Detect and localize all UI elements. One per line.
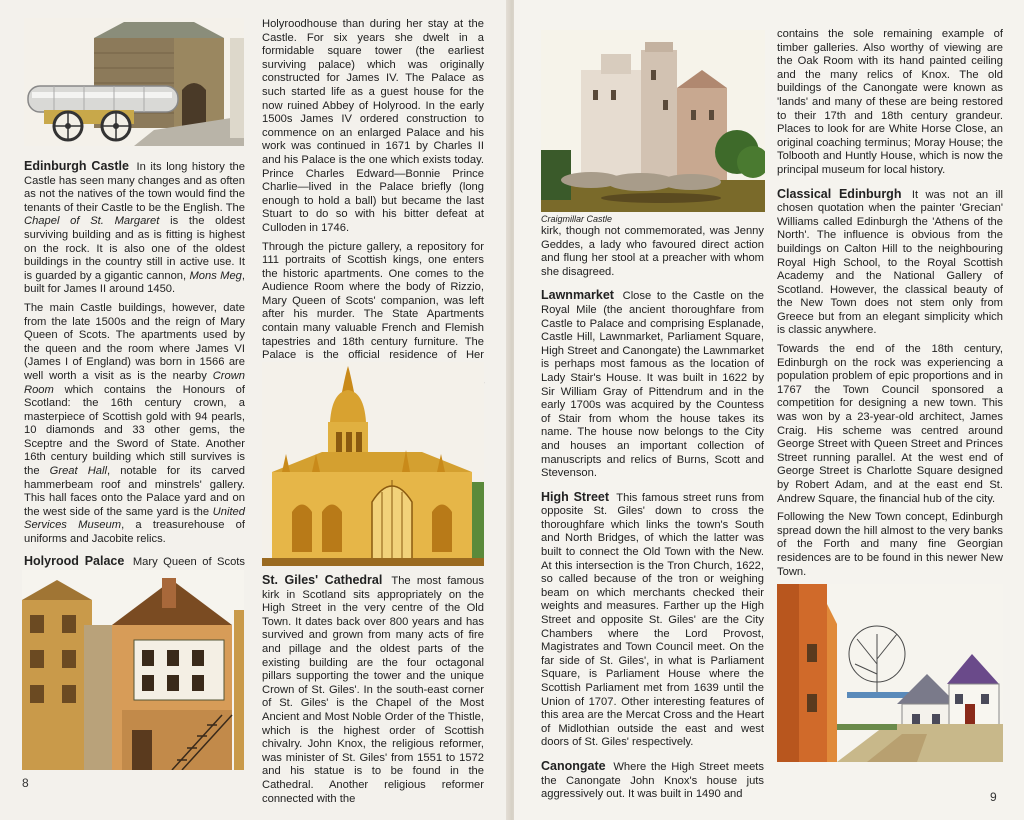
left-page bbox=[0, 0, 510, 820]
high-street-paragraph: High Street This famous street runs from opposite St. Giles' down to cross the thoroughfare which links the town's South and North Bridges, of which the latter was built to connect the Old Town with the New. At this intersection is the Tron Church, 1622, so called because of the tron or weighing beam on which merchants checked their weights and measures. Farther up the High Street and opposite St. Giles' are the City Chambers where the Lord Provost, Magistrates and Town Council meet. On the far side of St. Giles', in what is Parliament Square, is Parliament House where the Scottish Parliament met from 1639 until the Union of 1707. Other interesting features of this area are the Mercat Cross and the Heart of Midlothian outside the east and west doors of St. Giles' respectively. bbox=[541, 489, 764, 749]
georgian-paragraph: Following the New Town concept, Edinburgh spread down the hill almost to the very banks of the Forth and many fine Georgian residences are to be found in this newer New Town. bbox=[777, 511, 1003, 578]
holyrood-continued: Holyroodhouse than during her stay at the Castle. For six years she dwelt in a formidable square tower (the earliest surviving palace) which was originally constructed for James IV. The Palace as such started life as a guest house for the now ruined Abbey of Holyrood. In the early 1500s James IV ordered construction to commence on an enlarged Palace and his work was continued in 1671 by Charles II and his Palace is the one which exists today. Prince Charles Edward—Bonnie Prince Charlie—lived in the Palace briefly (long enough to hold a ball) but became the last Stuart to do so with his bitter defeat at Culloden in 1746. bbox=[262, 18, 484, 234]
canongate-paragraph: Canongate Where the High Street meets the Canongate John Knox's house juts aggressively out. It was built in 1490 and bbox=[541, 758, 764, 801]
right-column-2 bbox=[777, 28, 1003, 596]
castle-cannon-illustration bbox=[24, 18, 244, 146]
jenny-geddes-paragraph: kirk, though not commemorated, was Jenny Geddes, a lady who favoured direct action and flung her stool at a preacher with whom she disagreed. bbox=[541, 225, 764, 278]
canongate-continued: contains the sole remaining example of timber galleries. Also worthy of viewing are the Oak Room with its hand painted ceiling and the many relics of Knox. The old buildings of the Canongate were known as 'lands' and many of these are being restored to their 17th and 18th century grandeur. Places to look for are White Horse Close, an original coaching terminus; Moray House; the Tolbooth and Huntly House, which is now the principal museum for local history. bbox=[777, 28, 1003, 176]
cramond-village-illustration bbox=[777, 584, 1003, 762]
canongate-heading: Canongate bbox=[541, 758, 606, 773]
holyrood-paragraph: Holyrood Palace Mary Queen of Scots bbox=[24, 553, 246, 568]
lawnmarket-heading: Lawnmarket bbox=[541, 288, 614, 303]
craigmillar-caption: Craigmillar Castle bbox=[541, 214, 613, 224]
left-column-2-lower bbox=[262, 574, 484, 811]
right-column-1 bbox=[541, 214, 764, 807]
st-giles-heading: St. Giles' Cathedral bbox=[262, 573, 383, 587]
castle-paragraph: Edinburgh Castle In its long history the Castle has seen many changes and as often as not the natives of the town would find the tenants of their Castle to be the English. The Chapel of St. Margaret is the oldest surviving building and as is fitting is highest on the rock. It is also one of the oldest buildings in the country still in active use. It is guarded by a gigantic cannon, Mons Meg, built for James II around 1450. bbox=[24, 159, 246, 296]
right-page bbox=[514, 0, 1024, 820]
high-street-heading: High Street bbox=[541, 489, 610, 504]
lawnmarket-paragraph: Lawnmarket Close to the Castle on the Royal Mile (the ancient thoroughfare from Castle to Palace and comprising Esplanade, Castle Hill, Lawnmarket, Parliament Square, High Street and Canongate) the Lawnmarket is perhaps most famous as the location of Lady Stair's House. It was built in 1622 by Sir William Gray of Pittendrum and in the early 1700s was acquired by the Countess of Stair from whom the house takes its name. The house now belongs to the City and houses an important collection of manuscripts and relics of Burns, Scott and Stevenson. bbox=[541, 288, 765, 480]
craigmillar-castle-illustration bbox=[541, 30, 765, 212]
classical-edinburgh-paragraph: Classical Edinburgh It was not an ill chosen quotation when the painter 'Grecian' Williams called Edinburgh the 'Athens of the North'. The influence is obvious from the buildings on Calton Hill to the neighbouring Royal High School, to the Royal Scottish Academy and the National Gallery of Scotland. However, the classical beauty of the New Town does not stem only from Greece but from an elegant simplicity which is classic anywhere. bbox=[777, 186, 1004, 337]
page-number-left: 8 bbox=[22, 776, 29, 790]
left-column-1 bbox=[24, 160, 245, 599]
st-giles-illustration bbox=[262, 362, 484, 566]
picture-gallery-paragraph: Through the picture gallery, a repository for 111 portraits of Scottish kings, one enters the historic apartments. One comes to the Audience Room where the body of Rizzio, Mary Queen of Scots' companion, was left after his murder. The State Apartments contain many valuable French and Flemish tapestries and 18th century furniture. The Palace is the official residence of Her bbox=[262, 240, 484, 362]
new-town-paragraph: Towards the end of the 18th century, Edinburgh on the rock was experiencing a population problem of epic proportions and in 1767 the Town Council sponsored a competition for designing a new town. This was won by a 23-year-old architect, James Craig. His scheme was centred around George Street with Queen Street and Princes Street running parallel. At the west end of George Street is Charlotte Square designed by Robert Adam, and at the east end St. Andrew Square, the financial hub of the city. bbox=[777, 343, 1003, 505]
knox-house-illustration bbox=[22, 570, 244, 770]
castle-paragraph-2: The main Castle buildings, however, date from the late 1500s and the reign of Mary Queen of Scots. The apartments used by the queen and the room where James VI (James I of England) was born in 1566 are well worth a visit as is the nearby Crown Room which contains the Honours of Scotland: the 16th century crown, a masterpiece of Scottish gold with 94 pearls, 10 diamonds and 33 other gems, the Sceptre and the Sword of State. Another 16th century building which still survives is the Great Hall, notable for its carved hammerbeam roof and minstrels' gallery. This hall faces onto the Palace yard and on the west side of the same yard is the United Services Museum, a treasurehouse of uniforms and Jacobite relics. bbox=[24, 301, 246, 546]
holyrood-heading: Holyrood Palace bbox=[24, 553, 125, 568]
page-number-right: 9 bbox=[990, 790, 997, 804]
castle-heading: Edinburgh Castle bbox=[24, 159, 129, 173]
left-column-2 bbox=[262, 18, 484, 392]
classical-edinburgh-heading: Classical Edinburgh bbox=[777, 186, 902, 201]
st-giles-paragraph: St. Giles' Cathedral The most famous kirk in Scotland sits appropriately on the High Street in the very centre of the Old Town. It dates back over 800 years and has survived and grown from many acts of fire and pillage and the oldest parts of the existing building are the four octagonal pillars supporting the tower and the unique Crown of St. Giles'. In the south-east corner of St. Giles' is the Chapel of the Most Ancient and Most Noble Order of the Thistle, which is the highest order of Scottish chivalry. John Knox, the religious reformer, was minister of St. Giles' from 1551 to 1572 and his statue is to be found in the Cathedral. Another religious reformer connected with the bbox=[262, 573, 484, 805]
